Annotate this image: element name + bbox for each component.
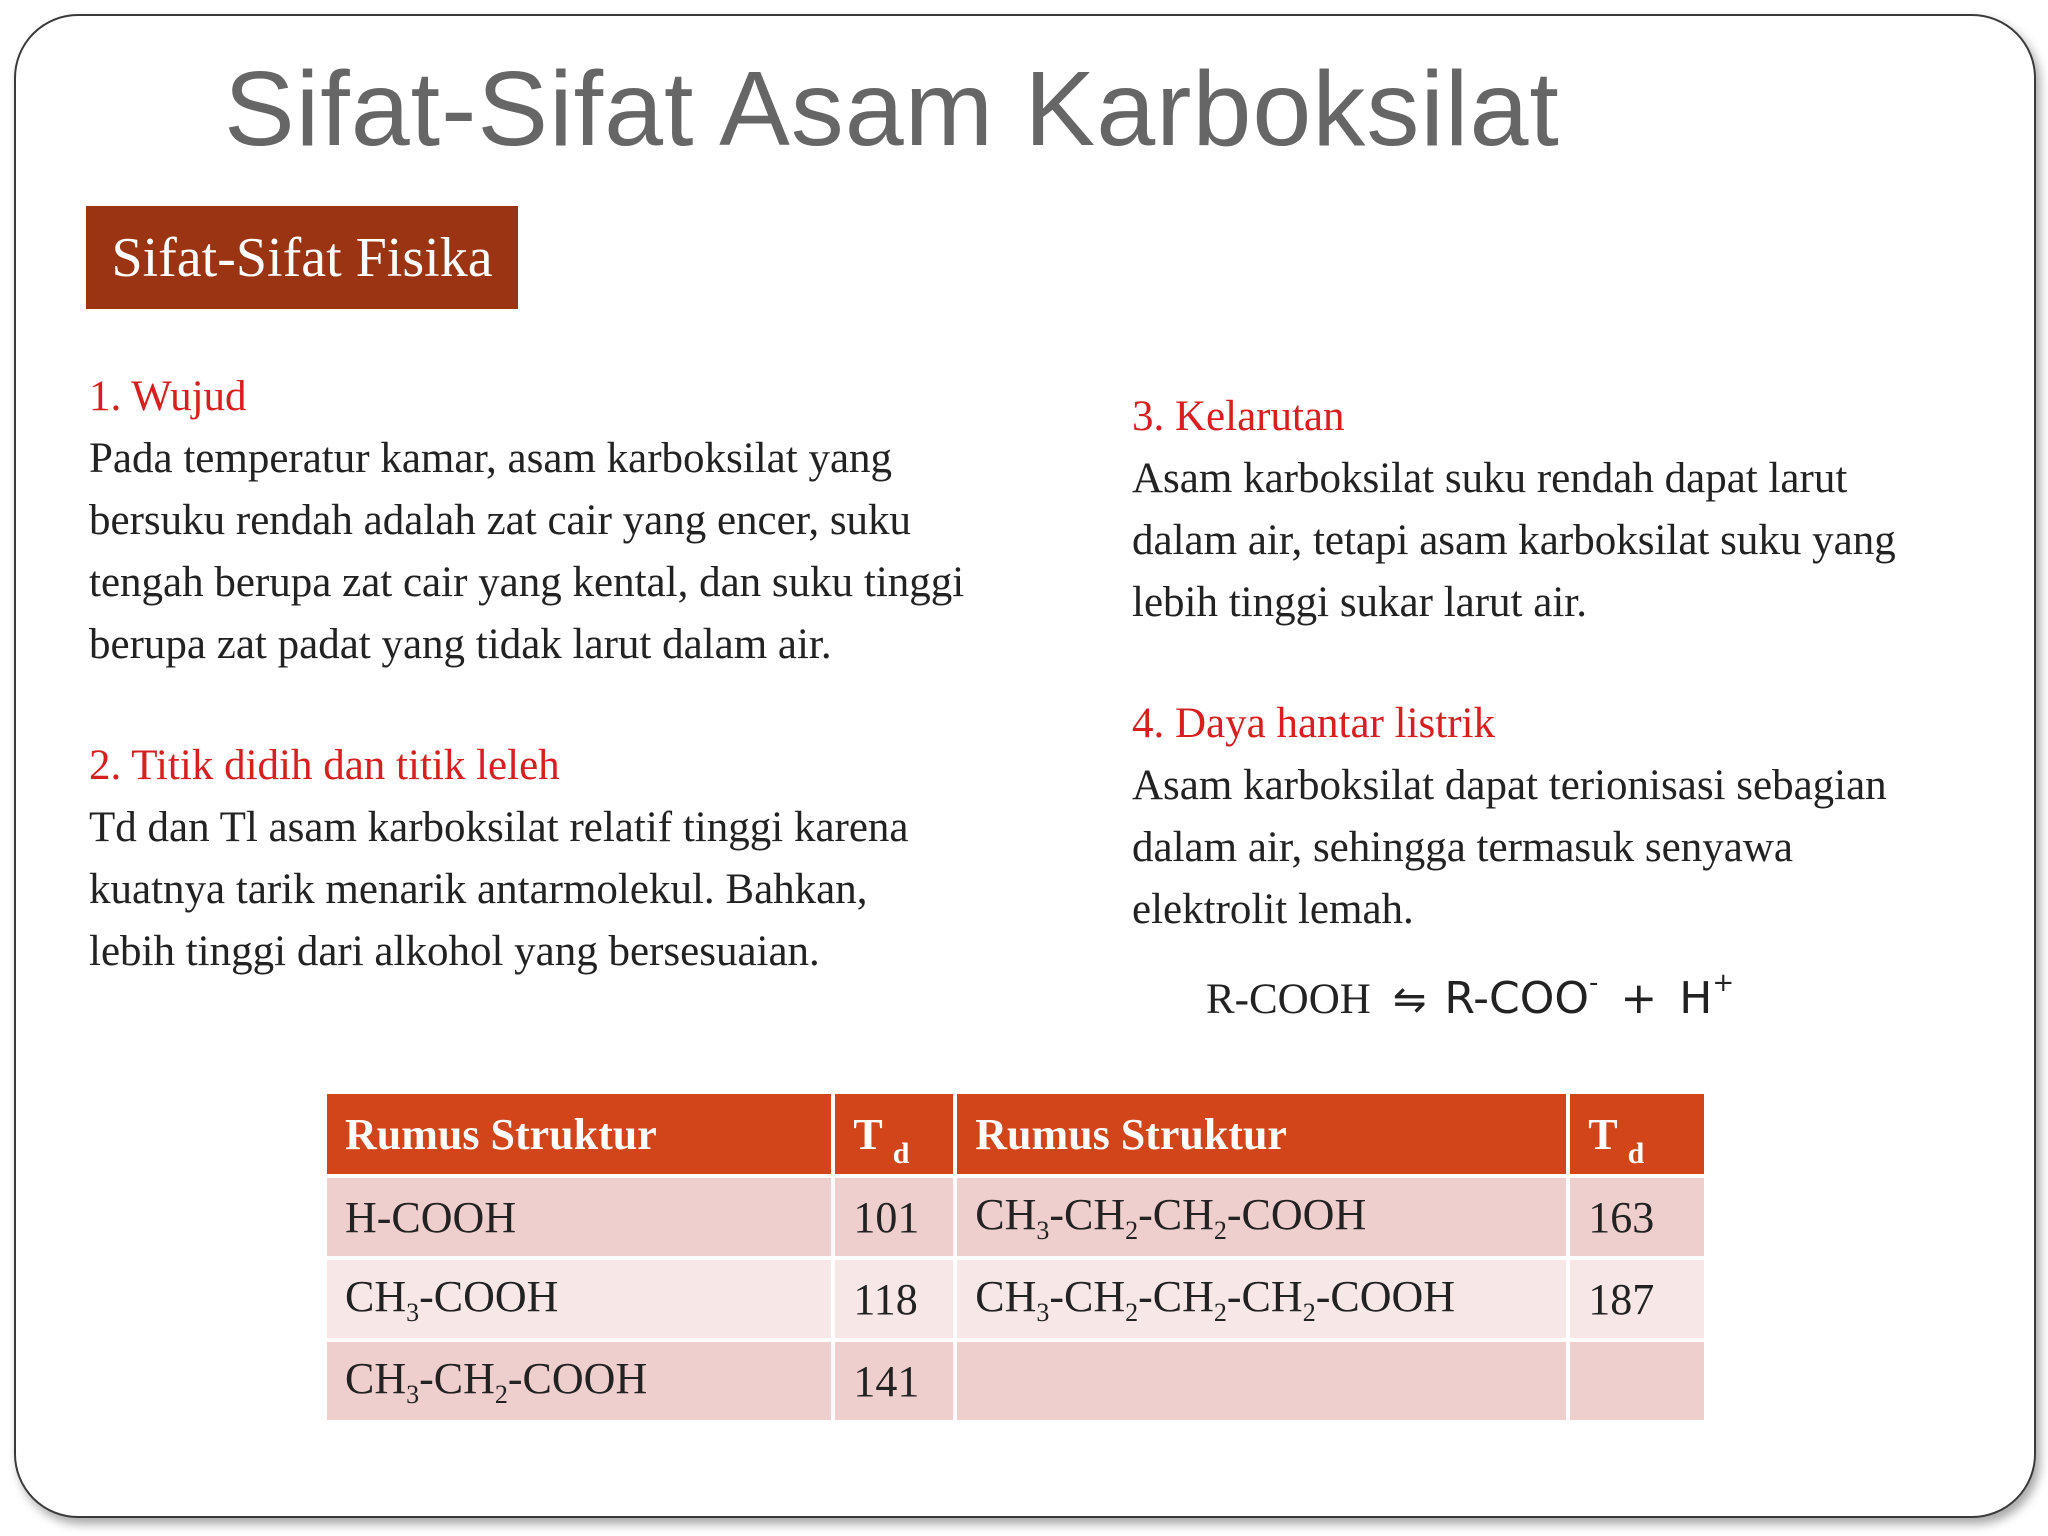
formula-text: CH (975, 1189, 1037, 1239)
property-titik-didih (89, 735, 1049, 983)
formula-text: CH (345, 1271, 407, 1321)
formula-text: CH (345, 1353, 407, 1403)
property-heading: 3. Kelarutan (1132, 393, 1345, 440)
cell-formula (957, 1178, 1566, 1256)
formula-subscript: 2 (494, 1379, 508, 1409)
cell-boiling-point: 163 (1570, 1178, 1704, 1256)
formula-text: -COOH (1315, 1271, 1456, 1321)
property-daya-hantar (1132, 693, 1992, 941)
formula-text: -CH (1049, 1271, 1126, 1321)
property-kelarutan (1132, 386, 1992, 634)
property-heading: 4. Daya hantar listrik (1132, 700, 1496, 747)
cell-boiling-point (1570, 1342, 1704, 1420)
header-rumus-struktur: Rumus Struktur (957, 1094, 1566, 1174)
cell-boiling-point: 141 (835, 1342, 953, 1420)
formula-text: CH (975, 1271, 1037, 1321)
formula-subscript: 2 (1125, 1297, 1139, 1327)
cell-formula (327, 1342, 831, 1420)
header-td-main: T (1588, 1109, 1618, 1159)
equation-anion: R-COO (1444, 973, 1590, 1024)
boiling-point-table (323, 1090, 1708, 1424)
formula-text: -CH (419, 1353, 495, 1403)
formula-text: -COOH (1226, 1189, 1367, 1239)
property-wujud (89, 366, 1049, 676)
formula-subscript: 2 (1213, 1215, 1227, 1245)
formula-subscript: 2 (1125, 1215, 1139, 1245)
property-body: Asam karboksilat dapat terionisasi sebagian dalam air, sehingga termasuk senyawa elektrolit lemah. (1132, 762, 1887, 933)
header-td (1570, 1094, 1704, 1174)
formula-text: -CH (1049, 1189, 1126, 1239)
formula-subscript: 3 (1036, 1297, 1050, 1327)
equation-plus: + (1620, 973, 1658, 1024)
formula-text: H-COOH (345, 1192, 517, 1242)
property-body: Td dan Tl asam karboksilat relatif tinggi karena kuatnya tarik menarik antarmolekul. Bahkan, lebih tinggi dari alkohol yang bersesuaian. (89, 804, 909, 975)
header-td-sub: d (1627, 1136, 1645, 1170)
formula-text: -CH (1226, 1271, 1303, 1321)
equation-reactant: R-COOH (1206, 976, 1371, 1023)
table-row (327, 1260, 1704, 1338)
header-td (835, 1094, 953, 1174)
anion-charge: - (1589, 968, 1599, 998)
property-heading: 2. Titik didih dan titik leleh (89, 742, 560, 789)
cell-boiling-point: 101 (835, 1178, 953, 1256)
section-badge: Sifat-Sifat Fisika (86, 206, 518, 309)
table-row (327, 1178, 1704, 1256)
formula-text: -CH (1138, 1189, 1214, 1239)
cell-formula (957, 1260, 1566, 1338)
property-body: Pada temperatur kamar, asam karboksilat yang bersuku rendah adalah zat cair yang encer, suku tengah berupa zat cair yang kental, dan suku tinggi berupa zat padat yang tidak larut dalam air. (89, 435, 965, 668)
cell-boiling-point: 118 (835, 1260, 953, 1338)
formula-subscript: 2 (1213, 1297, 1227, 1327)
equation-cation: H (1679, 973, 1713, 1024)
formula-subscript: 3 (1036, 1215, 1050, 1245)
property-heading: 1. Wujud (89, 373, 247, 420)
cation-charge: + (1712, 968, 1735, 998)
formula-text: -COOH (507, 1353, 648, 1403)
equilibrium-arrow-icon: ⇋ (1392, 977, 1427, 1023)
formula-subscript: 2 (1302, 1297, 1316, 1327)
cell-formula (327, 1260, 831, 1338)
slide-title: Sifat-Sifat Asam Karboksilat (224, 50, 1560, 168)
formula-subscript: 3 (406, 1297, 420, 1327)
cell-boiling-point: 187 (1570, 1260, 1704, 1338)
table-row (327, 1342, 1704, 1420)
formula-subscript: 3 (406, 1379, 420, 1409)
cell-formula (957, 1342, 1566, 1420)
formula-text: -CH (1138, 1271, 1214, 1321)
cell-formula (327, 1178, 831, 1256)
header-td-main: T (853, 1109, 883, 1159)
table-header-row (327, 1094, 1704, 1174)
ionization-equation (1206, 968, 1734, 1024)
property-body: Asam karboksilat suku rendah dapat larut dalam air, tetapi asam karboksilat suku yang lebih tinggi sukar larut air. (1132, 455, 1896, 626)
header-td-sub: d (892, 1136, 910, 1170)
formula-text: -COOH (419, 1271, 559, 1321)
header-rumus-struktur: Rumus Struktur (327, 1094, 831, 1174)
